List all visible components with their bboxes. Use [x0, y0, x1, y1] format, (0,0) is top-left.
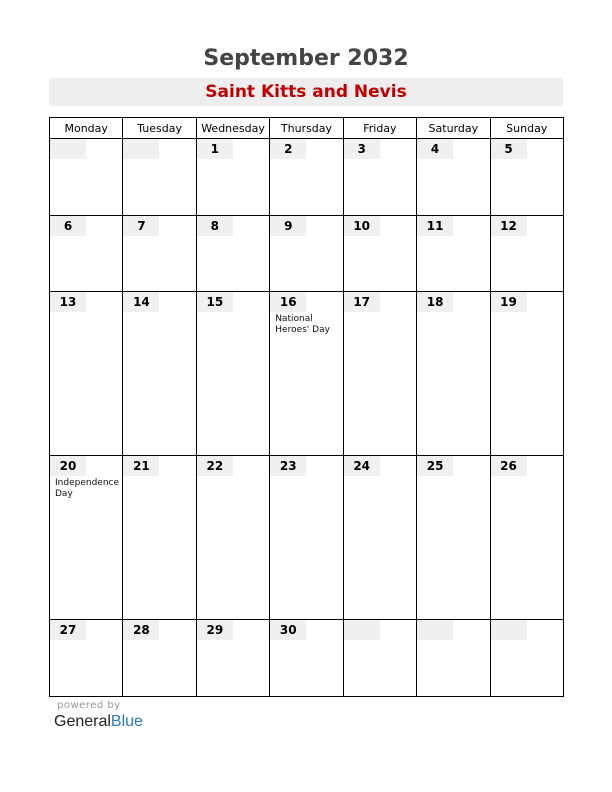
day-cell[interactable]	[50, 456, 123, 620]
brand-general: General	[54, 713, 111, 730]
day-cell[interactable]	[196, 139, 269, 216]
day-cell[interactable]	[270, 456, 343, 620]
day-cell[interactable]	[196, 456, 269, 620]
day-number: 26	[491, 456, 527, 476]
empty-day-marker	[50, 139, 86, 159]
weekday-header: Tuesday	[123, 118, 196, 139]
day-cell[interactable]	[490, 292, 563, 456]
day-number: 8	[197, 216, 233, 236]
weekday-header: Saturday	[417, 118, 490, 139]
empty-day-marker	[417, 620, 453, 640]
day-number: 1	[197, 139, 233, 159]
day-cell[interactable]	[270, 620, 343, 697]
calendar-grid	[49, 117, 564, 697]
day-number: 5	[491, 139, 527, 159]
day-number: 14	[123, 292, 159, 312]
day-cell[interactable]	[50, 139, 123, 216]
day-cell[interactable]	[343, 620, 416, 697]
holiday-label: Independence Day	[55, 478, 120, 500]
day-cell[interactable]	[490, 620, 563, 697]
week-row	[50, 620, 564, 697]
week-row	[50, 456, 564, 620]
day-number: 20	[50, 456, 86, 476]
day-cell[interactable]	[417, 139, 490, 216]
weekday-header-row	[50, 118, 564, 139]
day-number: 29	[197, 620, 233, 640]
day-number: 22	[197, 456, 233, 476]
day-number: 3	[344, 139, 380, 159]
day-cell[interactable]	[417, 456, 490, 620]
day-number: 9	[270, 216, 306, 236]
day-number: 6	[50, 216, 86, 236]
day-number: 7	[123, 216, 159, 236]
empty-day-marker	[344, 620, 380, 640]
powered-by-text: powered by	[57, 700, 121, 711]
day-cell[interactable]	[50, 215, 123, 292]
empty-day-marker	[123, 139, 159, 159]
day-cell[interactable]	[417, 292, 490, 456]
day-cell[interactable]	[343, 139, 416, 216]
day-number: 12	[491, 216, 527, 236]
day-cell[interactable]	[196, 620, 269, 697]
day-number: 21	[123, 456, 159, 476]
day-number: 4	[417, 139, 453, 159]
day-cell[interactable]	[490, 456, 563, 620]
day-number: 24	[344, 456, 380, 476]
weekday-header: Thursday	[270, 118, 343, 139]
day-cell[interactable]	[270, 215, 343, 292]
week-row	[50, 292, 564, 456]
day-cell[interactable]	[417, 215, 490, 292]
day-cell[interactable]	[123, 139, 196, 216]
page-title: September 2032	[203, 46, 409, 71]
day-number: 18	[417, 292, 453, 312]
country-name: Saint Kitts and Nevis	[49, 78, 563, 106]
day-cell[interactable]	[490, 139, 563, 216]
day-cell[interactable]	[50, 620, 123, 697]
day-cell[interactable]	[490, 215, 563, 292]
day-number: 23	[270, 456, 306, 476]
day-number: 27	[50, 620, 86, 640]
brand-blue: Blue	[110, 713, 143, 730]
day-number: 15	[197, 292, 233, 312]
day-cell[interactable]	[270, 292, 343, 456]
day-cell[interactable]	[196, 292, 269, 456]
day-cell[interactable]	[50, 292, 123, 456]
day-number: 19	[491, 292, 527, 312]
day-number: 10	[344, 216, 380, 236]
empty-day-marker	[491, 620, 527, 640]
day-cell[interactable]	[270, 139, 343, 216]
week-row	[50, 215, 564, 292]
weekday-header: Monday	[50, 118, 123, 139]
day-cell[interactable]	[417, 620, 490, 697]
day-cell[interactable]	[123, 456, 196, 620]
day-cell[interactable]	[123, 215, 196, 292]
weekday-header: Friday	[343, 118, 416, 139]
day-number: 28	[123, 620, 159, 640]
day-cell[interactable]	[123, 292, 196, 456]
day-cell[interactable]	[123, 620, 196, 697]
day-number: 2	[270, 139, 306, 159]
weekday-header: Wednesday	[196, 118, 269, 139]
week-row	[50, 139, 564, 216]
day-cell[interactable]	[196, 215, 269, 292]
day-number: 17	[344, 292, 380, 312]
day-number: 30	[270, 620, 306, 640]
day-cell[interactable]	[343, 215, 416, 292]
day-number: 25	[417, 456, 453, 476]
day-number: 13	[50, 292, 86, 312]
day-cell[interactable]	[343, 292, 416, 456]
generalblue-logo[interactable]	[54, 713, 143, 731]
holiday-label: National Heroes' Day	[275, 314, 330, 336]
day-number: 16	[270, 292, 306, 312]
day-number: 11	[417, 216, 453, 236]
weekday-header: Sunday	[490, 118, 563, 139]
day-cell[interactable]	[343, 456, 416, 620]
